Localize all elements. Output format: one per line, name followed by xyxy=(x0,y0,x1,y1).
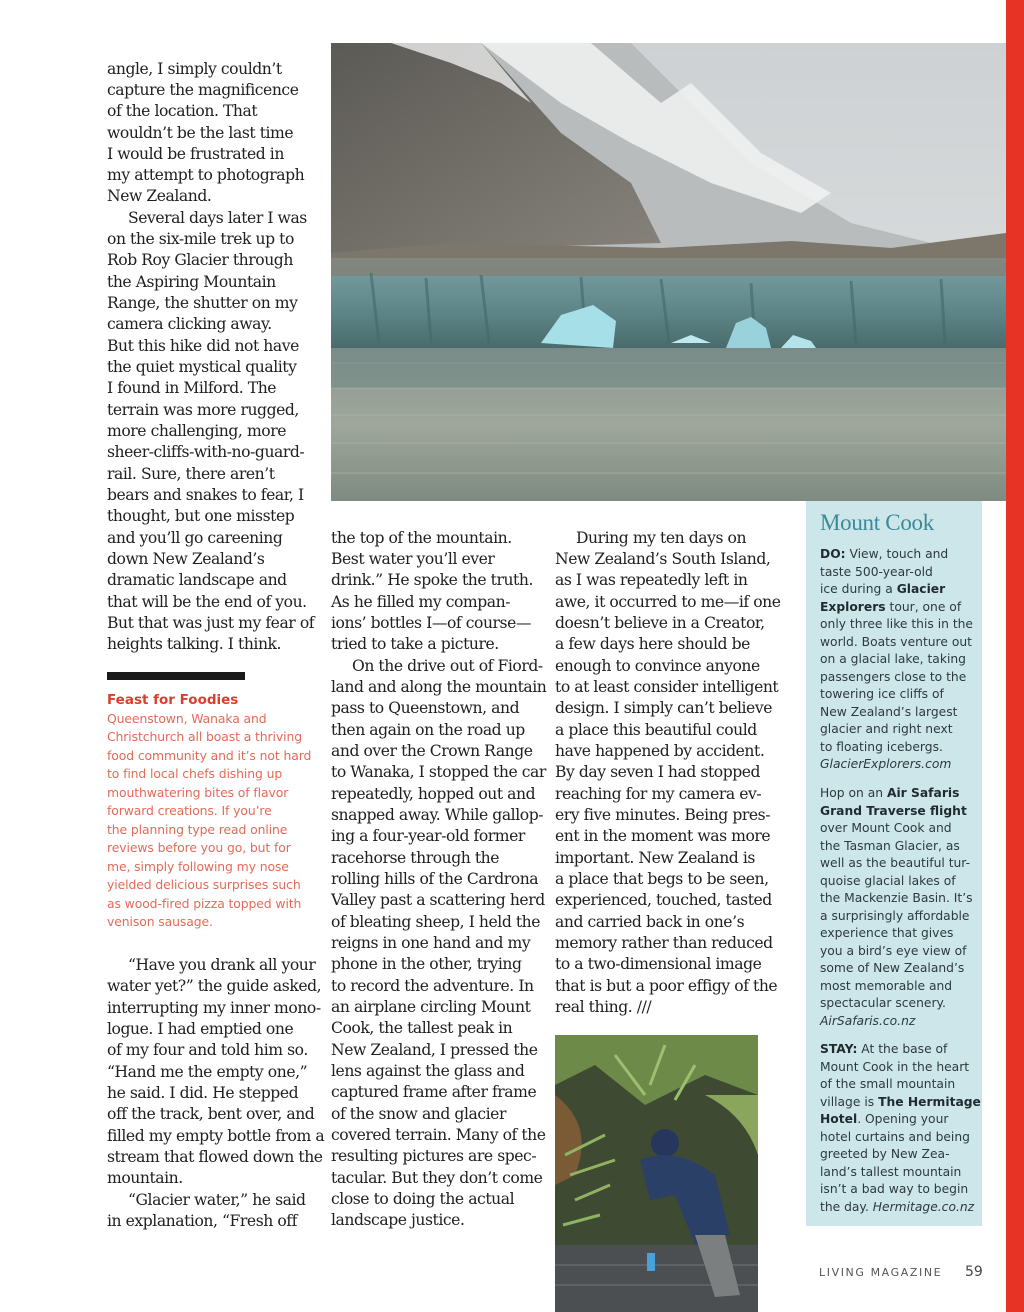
sidebar-line: Grand Traverse flight xyxy=(820,804,967,818)
body-text-line: ing a four-year-old former xyxy=(331,827,525,845)
body-text-line: and over the Crown Range xyxy=(331,742,533,760)
body-text-line: of the location. That xyxy=(107,102,258,120)
body-text-line: as I was repeatedly left in xyxy=(555,571,748,589)
body-text-line: filled my empty bottle from a xyxy=(107,1127,325,1145)
body-text-line: terrain was more rugged, xyxy=(107,401,299,419)
sidebar-line: well as the beautiful tur- xyxy=(820,856,971,870)
body-text-line: of my four and told him so. xyxy=(107,1041,308,1059)
hermitage-link[interactable]: Hermitage.co.nz xyxy=(872,1200,975,1214)
body-text-line: and carried back in one’s xyxy=(555,913,745,931)
glacier-lake-photo xyxy=(331,43,1006,501)
foodies-heading: Feast for Foodies xyxy=(107,692,239,708)
foodies-line: yielded delicious surprises such xyxy=(107,877,301,892)
sidebar-line: spectacular scenery. xyxy=(820,996,946,1010)
body-text-line: But that was just my fear of xyxy=(107,614,315,632)
body-text-line: New Zealand. xyxy=(107,187,212,205)
body-text-line: snapped away. While gallop- xyxy=(331,806,544,824)
body-text-line: reaching for my camera ev- xyxy=(555,785,762,803)
body-text-line: water yet?” the guide asked, xyxy=(107,977,322,995)
body-text-line: close to doing the actual xyxy=(331,1190,515,1208)
body-text-line: thought, but one misstep xyxy=(107,507,295,525)
foodies-line: reviews before you go, but for xyxy=(107,840,291,855)
foodies-line: the planning type read online xyxy=(107,822,288,837)
body-text-line: off the track, bent over, and xyxy=(107,1105,315,1123)
sidebar-line: village is The Hermitage xyxy=(820,1095,981,1109)
body-text-line: covered terrain. Many of the xyxy=(331,1126,546,1144)
body-text-line: a few days here should be xyxy=(555,635,750,653)
foodies-line: mouthwatering bites of flavor xyxy=(107,785,289,800)
sidebar-line: experience that gives xyxy=(820,926,954,940)
body-text-line: doesn’t believe in a Creator, xyxy=(555,614,765,632)
body-text-line: to at least consider intelligent xyxy=(555,678,779,696)
body-text-line: that will be the end of you. xyxy=(107,593,307,611)
body-text-line: heights talking. I think. xyxy=(107,635,282,653)
sidebar-line: the Tasman Glacier, as xyxy=(820,839,960,853)
body-text-line: I would be frustrated in xyxy=(107,145,284,163)
sidebar-title: Mount Cook xyxy=(820,510,934,535)
body-text-line: Rob Roy Glacier through xyxy=(107,251,293,269)
body-text-line: real thing. /// xyxy=(555,998,652,1016)
sidebar-line: towering ice cliffs of xyxy=(820,687,944,701)
body-text-line: Valley past a scattering herd xyxy=(331,891,545,909)
callout-rule xyxy=(107,672,245,680)
sidebar-line: greeted by New Zea- xyxy=(820,1147,950,1161)
body-text-line: of bleating sheep, I held the xyxy=(331,913,541,931)
body-text-line: landscape justice. xyxy=(331,1211,465,1229)
body-text-line: interrupting my inner mono- xyxy=(107,999,321,1017)
sidebar-line: Mount Cook in the heart xyxy=(820,1060,970,1074)
body-text-line: my attempt to photograph xyxy=(107,166,305,184)
sidebar-line: you a bird’s eye view of xyxy=(820,944,967,958)
body-text-line: mountain. xyxy=(107,1169,183,1187)
sidebar-line: the Mackenzie Basin. It’s xyxy=(820,891,973,905)
sidebar-line: of the small mountain xyxy=(820,1077,956,1091)
page-number: 59 xyxy=(965,1264,983,1280)
sidebar-line: Explorers tour, one of xyxy=(820,600,962,614)
body-text-line: bears and snakes to fear, I xyxy=(107,486,304,504)
body-text-line: Best water you’ll ever xyxy=(331,550,495,568)
foodies-line: to find local chefs dishing up xyxy=(107,766,283,781)
sidebar-line: passengers close to the xyxy=(820,670,967,684)
body-text-line: repeatedly, hopped out and xyxy=(331,785,536,803)
body-text-line: racehorse through the xyxy=(331,849,500,867)
body-text-line: Several days later I was xyxy=(128,209,307,227)
sidebar-line: DO: View, touch and xyxy=(820,547,949,561)
body-text-line: But this hike did not have xyxy=(107,337,299,355)
body-text-line: “Hand me the empty one,” xyxy=(107,1063,308,1081)
body-text-line: down New Zealand’s xyxy=(107,550,265,568)
sidebar-line: isn’t a bad way to begin xyxy=(820,1182,969,1196)
body-text-line: land and along the mountain xyxy=(331,678,547,696)
foodies-line: food community and it’s not hard xyxy=(107,748,312,763)
foodies-line: Christchurch all boast a thriving xyxy=(107,729,302,744)
body-text-line: stream that flowed down the xyxy=(107,1148,323,1166)
body-text-line: memory rather than reduced xyxy=(555,934,773,952)
body-text-line: ions’ bottles I—of course— xyxy=(331,614,532,632)
body-text-line: “Glacier water,” he said xyxy=(128,1191,306,1209)
foodies-line: venison sausage. xyxy=(107,914,213,929)
body-text-line: captured frame after frame xyxy=(331,1083,537,1101)
body-text-line: he said. I did. He stepped xyxy=(107,1084,299,1102)
body-text-line: On the drive out of Fiord- xyxy=(352,657,543,675)
body-text-line: to record the adventure. In xyxy=(331,977,534,995)
sidebar-line: a surprisingly affordable xyxy=(820,909,970,923)
foodies-line: forward creations. If you’re xyxy=(107,803,272,818)
body-text-line: drink.” He spoke the truth. xyxy=(331,571,533,589)
sidebar-line: quoise glacial lakes of xyxy=(820,874,956,888)
body-text-line: As he filled my compan- xyxy=(331,593,511,611)
foodies-line: Queenstown, Wanaka and xyxy=(107,711,267,726)
sidebar-line: over Mount Cook and xyxy=(820,821,952,835)
air-safaris-link[interactable]: AirSafaris.co.nz xyxy=(820,1014,916,1028)
body-text-line: resulting pictures are spec- xyxy=(331,1147,537,1165)
glacier-explorers-link[interactable]: GlacierExplorers.com xyxy=(820,757,952,771)
body-text-line: in explanation, “Fresh off xyxy=(107,1212,297,1230)
sidebar-line: most memorable and xyxy=(820,979,953,993)
body-text-line: tried to take a picture. xyxy=(331,635,499,653)
sidebar-line: Hop on an Air Safaris xyxy=(820,786,960,800)
body-text-line: awe, it occurred to me—if one xyxy=(555,593,781,611)
sidebar-line: ice during a Glacier xyxy=(820,582,946,596)
body-text-line: capture the magnificence xyxy=(107,81,299,99)
body-text-line: Range, the shutter on my xyxy=(107,294,298,312)
sidebar-line: on a glacial lake, taking xyxy=(820,652,966,666)
body-text-line: phone in the other, trying xyxy=(331,955,522,973)
body-text-line: enough to convince anyone xyxy=(555,657,760,675)
body-text-line: logue. I had emptied one xyxy=(107,1020,294,1038)
body-text-line: a place this beautiful could xyxy=(555,721,757,739)
body-text-line: to Wanaka, I stopped the car xyxy=(331,763,546,781)
body-text-line: angle, I simply couldn’t xyxy=(107,60,282,78)
body-text-line: During my ten days on xyxy=(576,529,747,547)
body-text-line: a place that begs to be seen, xyxy=(555,870,769,888)
stream-water-photo xyxy=(555,1035,758,1312)
body-text-line: experienced, touched, tasted xyxy=(555,891,772,909)
body-text-line: ery five minutes. Being pres- xyxy=(555,806,771,824)
body-text-line: pass to Queenstown, and xyxy=(331,699,520,717)
magazine-name: LIVING MAGAZINE xyxy=(819,1266,943,1279)
sidebar-line: New Zealand’s largest xyxy=(820,705,958,719)
foodies-line: me, simply following my nose xyxy=(107,859,289,874)
body-text-line: New Zealand, I pressed the xyxy=(331,1041,538,1059)
body-text-line: on the six-mile trek up to xyxy=(107,230,294,248)
body-text-line: the Aspiring Mountain xyxy=(107,273,276,291)
body-text-line: an airplane circling Mount xyxy=(331,998,531,1016)
body-text-line: lens against the glass and xyxy=(331,1062,525,1080)
page-edge-bar xyxy=(1006,0,1024,1312)
body-text-line: have happened by accident. xyxy=(555,742,765,760)
body-text-line: more challenging, more xyxy=(107,422,286,440)
do-label: DO: xyxy=(820,547,846,561)
body-text-line: ent in the moment was more xyxy=(555,827,771,845)
body-text-line: camera clicking away. xyxy=(107,315,272,333)
body-text-line: Cook, the tallest peak in xyxy=(331,1019,513,1037)
body-text-line: dramatic landscape and xyxy=(107,571,287,589)
sidebar-line: to floating icebergs. xyxy=(820,740,943,754)
body-text-line: wouldn’t be the last time xyxy=(107,124,294,142)
body-text-line: important. New Zealand is xyxy=(555,849,755,867)
body-text-line: I found in Milford. The xyxy=(107,379,277,397)
body-text-line: By day seven I had stopped xyxy=(555,763,761,781)
body-text-line: tacular. But they don’t come xyxy=(331,1169,543,1187)
body-text-line: New Zealand’s South Island, xyxy=(555,550,771,568)
sidebar-line: land’s tallest mountain xyxy=(820,1165,962,1179)
body-text-line: sheer-cliffs-with-no-guard- xyxy=(107,443,305,461)
body-text-line: rail. Sure, there aren’t xyxy=(107,465,275,483)
body-text-line: reigns in one hand and my xyxy=(331,934,531,952)
sidebar-line: glacier and right next xyxy=(820,722,953,736)
sidebar-line: only three like this in the xyxy=(820,617,973,631)
body-text-line: of the snow and glacier xyxy=(331,1105,506,1123)
body-text-line: then again on the road up xyxy=(331,721,525,739)
body-text-line: the top of the mountain. xyxy=(331,529,512,547)
sidebar-line: the day. Hermitage.co.nz xyxy=(820,1200,975,1214)
body-text-line: the quiet mystical quality xyxy=(107,358,297,376)
sidebar-line: STAY: At the base of xyxy=(820,1042,948,1056)
sidebar-line: world. Boats venture out xyxy=(820,635,972,649)
sidebar-line: some of New Zealand’s xyxy=(820,961,965,975)
body-text-line: rolling hills of the Cardrona xyxy=(331,870,539,888)
sidebar-line: hotel curtains and being xyxy=(820,1130,970,1144)
body-text-line: design. I simply can’t believe xyxy=(555,699,772,717)
sidebar-line: Hotel. Opening your xyxy=(820,1112,949,1126)
body-text-line: and you’ll go careening xyxy=(107,529,283,547)
stay-label: STAY: xyxy=(820,1042,858,1056)
sidebar-line: taste 500-year-old xyxy=(820,565,933,579)
body-text-line: to a two-dimensional image xyxy=(555,955,762,973)
foodies-line: as wood-fired pizza topped with xyxy=(107,896,302,911)
body-text-line: that is but a poor effigy of the xyxy=(555,977,778,995)
body-text-line: “Have you drank all your xyxy=(128,956,316,974)
